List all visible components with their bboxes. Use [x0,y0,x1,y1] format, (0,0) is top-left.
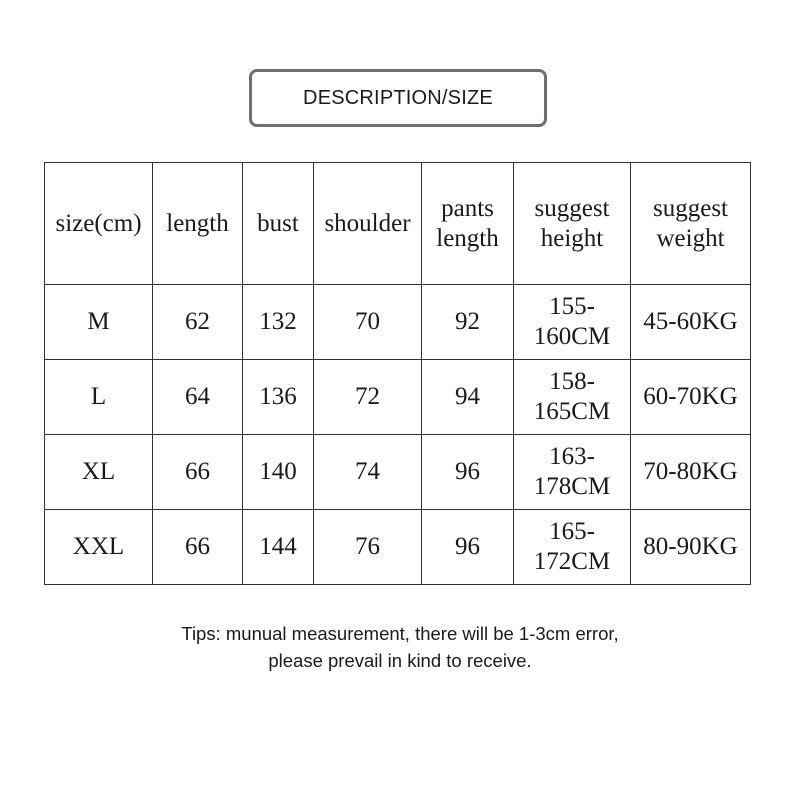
table-cell: 155- 160CM [514,285,631,360]
table-row [45,435,751,510]
header-cell: pants length [422,163,514,285]
table-cell: 136 [243,360,314,435]
table-cell: 70 [314,285,422,360]
table-cell: 163- 178CM [514,435,631,510]
table-cell: XL [45,435,153,510]
header-cell: length [153,163,243,285]
table-cell: 45-60KG [631,285,751,360]
table-header-row [45,163,751,285]
table-row [45,285,751,360]
header-cell: size(cm) [45,163,153,285]
table-cell: 66 [153,510,243,585]
header-cell: shoulder [314,163,422,285]
table-cell: 64 [153,360,243,435]
header-cell: suggest height [514,163,631,285]
table-cell: 144 [243,510,314,585]
table-cell: M [45,285,153,360]
size-chart-table [44,162,751,585]
table-cell: 60-70KG [631,360,751,435]
table-cell: 92 [422,285,514,360]
table-cell: 62 [153,285,243,360]
table-cell: 72 [314,360,422,435]
table-cell: XXL [45,510,153,585]
tips-line-1: Tips: munual measurement, there will be 1-3cm error, [181,623,619,644]
table-cell: 74 [314,435,422,510]
header-cell: suggest weight [631,163,751,285]
table-row [45,510,751,585]
table-cell: 96 [422,510,514,585]
table-cell: L [45,360,153,435]
table-cell: 132 [243,285,314,360]
table-cell: 158- 165CM [514,360,631,435]
table-row [45,360,751,435]
table-cell: 80-90KG [631,510,751,585]
measurement-tips [0,620,800,674]
tips-line-2: please prevail in kind to receive. [268,650,532,671]
page-title: DESCRIPTION/SIZE [249,69,547,127]
table-cell: 165- 172CM [514,510,631,585]
table-cell: 76 [314,510,422,585]
table-cell: 140 [243,435,314,510]
table-cell: 94 [422,360,514,435]
header-cell: bust [243,163,314,285]
table-cell: 66 [153,435,243,510]
table-cell: 96 [422,435,514,510]
table-cell: 70-80KG [631,435,751,510]
